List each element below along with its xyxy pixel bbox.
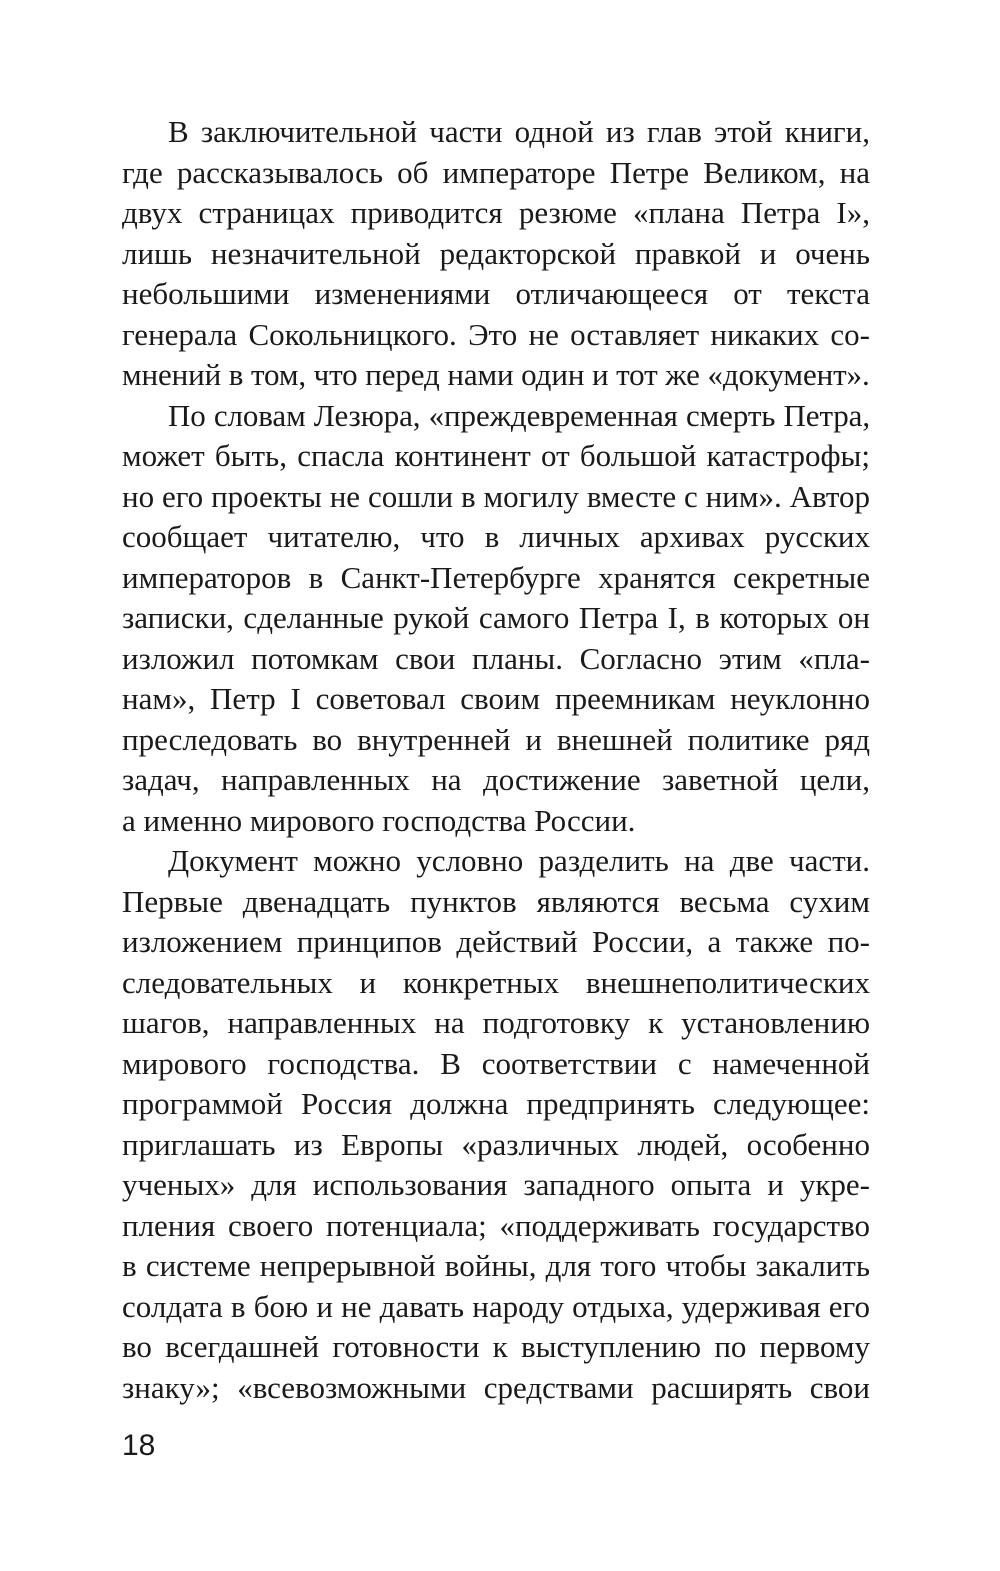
- text-line: генерала Сокольницкого. Это не оставляет никаких со-: [122, 316, 870, 352]
- text-line: В заключительной части одной из глав этой книги,: [168, 114, 870, 149]
- text-line: небольшими изменениями отличающееся от текста: [122, 276, 870, 311]
- text-line: приглашать из Европы «различных людей, особенно: [122, 1126, 870, 1162]
- text-line: но его проекты не сошли в могилу вместе с ним». Автор: [122, 478, 870, 514]
- text-line: Первые двенадцать пунктов являются весьма сухим: [122, 883, 870, 919]
- text-line: во всегдашней готовности к выступлению по первому: [122, 1329, 870, 1364]
- text-line: изложением принципов действий России, а также по-: [122, 924, 870, 959]
- text-line: мирового господства. В соответствии с намеченной: [122, 1045, 870, 1081]
- text-line: следовательных и конкретных внешнеполитических: [122, 964, 870, 1000]
- text-line: записки, сделанные рукой самого Петра I, в которых он: [122, 600, 870, 635]
- paragraph-2: [122, 396, 870, 842]
- text-line: По словам Лезюра, «преждевременная смерть Петра,: [168, 397, 870, 433]
- text-line: двух страницах приводится резюме «плана Петра I»,: [122, 195, 870, 230]
- text-line: а именно мирового господства России.: [122, 802, 636, 838]
- text-line: программой Россия должна предпринять следующее:: [122, 1086, 870, 1121]
- text-line: пления своего потенциала; «поддерживать государство: [122, 1207, 870, 1243]
- text-line: солдата в бою и не давать народу отдыха, удерживая его: [122, 1288, 870, 1324]
- paragraph-1: [122, 112, 870, 396]
- text-line: мнений в том, что перед нами один и тот же «документ».: [122, 357, 870, 392]
- text-line: изложил потомкам свои планы. Согласно этим «пла-: [122, 640, 870, 676]
- body-text: [122, 112, 870, 1408]
- text-line: где рассказывалось об императоре Петре Великом, на: [122, 154, 870, 190]
- page-number: 18: [122, 1429, 156, 1462]
- text-line: лишь незначительной редакторской правкой и очень: [122, 235, 870, 271]
- text-line: шагов, направленных на подготовку к установлению: [122, 1005, 870, 1040]
- text-line: преследовать во внутренней и внешней политике ряд: [122, 721, 870, 757]
- text-line: ученых» для использования западного опыта и укре-: [122, 1167, 870, 1202]
- text-line: нам», Петр I советовал своим преемникам неуклонно: [122, 681, 870, 716]
- text-line: задач, направленных на достижение заветной цели,: [122, 762, 870, 797]
- paragraph-3: [122, 841, 870, 1408]
- text-line: императоров в Санкт-Петербурге хранятся секретные: [122, 559, 870, 595]
- text-line: знаку»; «всевозможными средствами расширять свои: [122, 1369, 870, 1405]
- text-line: в системе непрерывной войны, для того чтобы закалить: [122, 1248, 870, 1283]
- text-line: может быть, спасла континент от большой катастрофы;: [122, 438, 870, 473]
- text-line: сообщает читателю, что в личных архивах русских: [122, 519, 870, 554]
- text-line: Документ можно условно разделить на две части.: [168, 843, 870, 878]
